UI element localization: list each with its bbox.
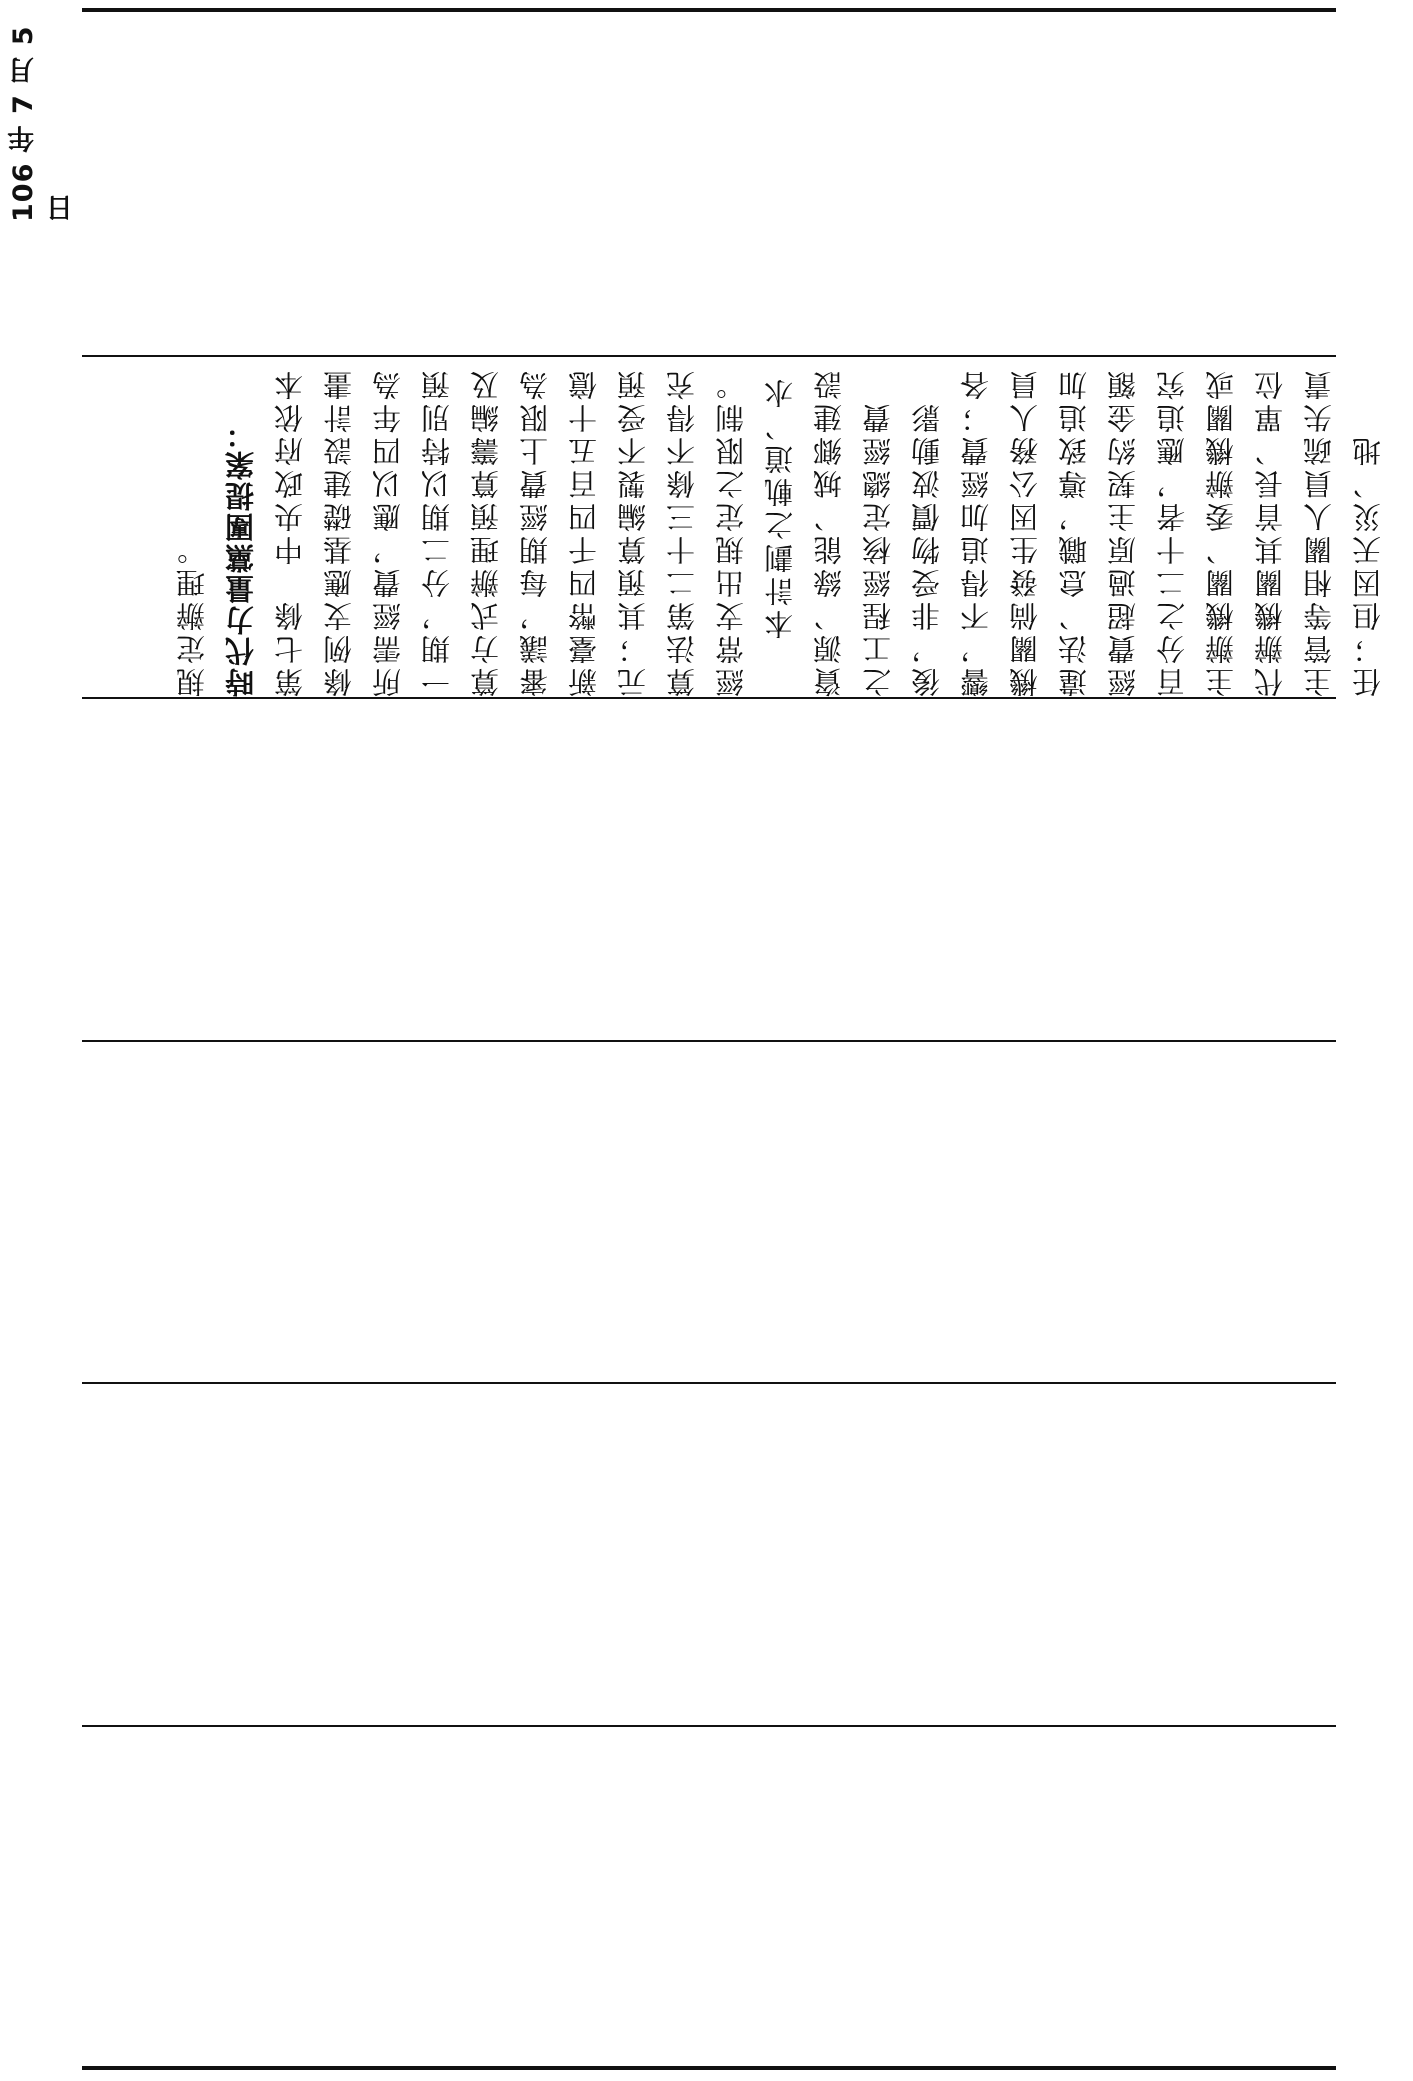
paragraph-closing: 規定辦理。 <box>175 532 209 697</box>
text-column-3 <box>82 1042 1336 1382</box>
text-column-4 <box>82 1384 1336 1724</box>
text-column-5 <box>82 1727 1336 2065</box>
page-date: 106 年 7 月 5 日 <box>8 25 78 222</box>
article-7-text: 第七條 中央政府依本條例支應基礎建設計畫所需經費，應以四年為一期，分二期以特別預算方式辦理預算籌編及審議，每期經費上限為新臺幣四千四百五十億元；其預算編製不受預算法第二十三條不得充經常支出規定之限制。 <box>273 367 748 697</box>
article-7-paragraph-2: 本計劃之軌道、水資源、綠能、城鄉建設之工程經核定總經費後，非受物價波動影響，不得追加經費；各機關倘發生因公務人員違法、怠職，導致追加經費超過原主契約金額百分之二十者，應追究主辦機關、委辦機關或代辦機關其首長、單位主管等相關人員疏失責任；但因天災、地 <box>763 367 1385 697</box>
top-rule <box>82 8 1336 12</box>
column-1-text <box>168 357 1413 697</box>
text-column-1 <box>82 357 1385 697</box>
bottom-rule <box>82 2066 1336 2070</box>
text-column-2 <box>82 699 1336 1039</box>
proposal-heading: 時代力量黨團提案： <box>224 418 258 697</box>
